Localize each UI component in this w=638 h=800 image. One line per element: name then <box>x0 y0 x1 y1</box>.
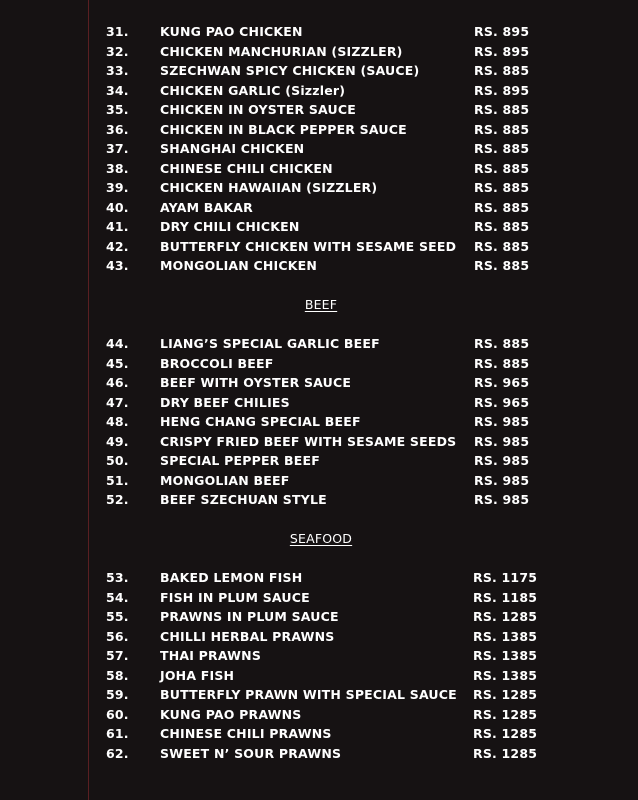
section-heading-beef <box>0 295 638 315</box>
item-price: RS. 1385 <box>473 648 538 663</box>
item-name: BEEF WITH OYSTER SAUCE <box>160 375 352 390</box>
item-number: 39. <box>106 180 129 195</box>
item-number: 57. <box>106 648 129 663</box>
item-name: CHILLI HERBAL PRAWNS <box>160 628 335 644</box>
item-price: RS. 895 <box>474 24 530 39</box>
item-price: RS. 885 <box>474 199 530 215</box>
item-name: CHICKEN IN OYSTER SAUCE <box>160 102 356 117</box>
item-number: 33. <box>106 63 129 78</box>
item-price: RS. 1285 <box>473 745 538 761</box>
menu-item <box>0 451 638 471</box>
item-price: RS. 985 <box>474 433 530 449</box>
item-number: 48. <box>106 414 129 429</box>
item-name: SWEET N’ SOUR PRAWNS <box>160 745 342 761</box>
menu-item <box>0 393 638 413</box>
item-name: CHICKEN MANCHURIAN (SIZZLER) <box>160 43 403 59</box>
item-price: RS. 965 <box>474 394 530 410</box>
item-name: CRISPY FRIED BEEF WITH SESAME SEEDS <box>160 433 457 449</box>
item-price: RS. 1285 <box>473 609 538 624</box>
section-heading-seafood <box>0 529 638 549</box>
item-price: RS. 1285 <box>473 726 538 741</box>
seafood-list <box>0 568 638 763</box>
menu-item <box>0 724 638 744</box>
item-number: 49. <box>106 433 129 449</box>
menu-item <box>0 490 638 510</box>
item-price: RS. 965 <box>474 375 530 390</box>
item-price: RS. 1285 <box>473 687 538 702</box>
menu-page <box>0 22 638 763</box>
beef-list <box>0 334 638 510</box>
item-price: RS. 885 <box>474 355 530 371</box>
item-number: 44. <box>106 336 129 351</box>
item-price: RS. 985 <box>474 453 530 468</box>
item-name: MONGOLIAN BEEF <box>160 472 290 488</box>
menu-item <box>0 100 638 120</box>
item-number: 40. <box>106 199 129 215</box>
item-number: 58. <box>106 667 129 683</box>
menu-item <box>0 159 638 179</box>
item-price: RS. 1385 <box>473 667 538 683</box>
item-number: 47. <box>106 394 129 410</box>
item-price: RS. 1385 <box>473 628 538 644</box>
item-price: RS. 885 <box>474 141 530 156</box>
item-price: RS. 885 <box>474 336 530 351</box>
menu-item <box>0 42 638 62</box>
item-name: THAI PRAWNS <box>160 648 262 663</box>
menu-item <box>0 646 638 666</box>
menu-item <box>0 198 638 218</box>
item-name: PRAWNS IN PLUM SAUCE <box>160 609 339 624</box>
menu-item <box>0 120 638 140</box>
item-name: CHINESE CHILI PRAWNS <box>160 726 332 741</box>
item-price: RS. 885 <box>474 102 530 117</box>
item-number: 31. <box>106 24 129 39</box>
menu-item <box>0 744 638 764</box>
item-price: RS. 1185 <box>473 589 538 605</box>
item-number: 46. <box>106 375 129 390</box>
item-name: BAKED LEMON FISH <box>160 570 303 585</box>
item-number: 34. <box>106 82 129 98</box>
item-number: 32. <box>106 43 129 59</box>
spacer <box>0 510 638 530</box>
item-price: RS. 885 <box>474 63 530 78</box>
chicken-list <box>0 22 638 276</box>
item-price: RS. 885 <box>474 238 530 254</box>
item-number: 38. <box>106 160 129 176</box>
menu-item <box>0 178 638 198</box>
section-heading-label: BEEF <box>304 297 338 312</box>
menu-item <box>0 256 638 276</box>
item-number: 35. <box>106 102 129 117</box>
item-price: RS. 885 <box>474 219 530 234</box>
menu-item <box>0 81 638 101</box>
item-price: RS. 985 <box>474 414 530 429</box>
item-number: 36. <box>106 121 129 137</box>
item-price: RS. 885 <box>474 121 530 137</box>
item-price: RS. 885 <box>474 180 530 195</box>
item-number: 53. <box>106 570 129 585</box>
item-number: 62. <box>106 745 129 761</box>
menu-item <box>0 412 638 432</box>
item-number: 56. <box>106 628 129 644</box>
item-price: RS. 895 <box>474 82 530 98</box>
item-number: 54. <box>106 589 129 605</box>
item-name: SZECHWAN SPICY CHICKEN (SAUCE) <box>160 63 420 78</box>
item-price: RS. 985 <box>474 472 530 488</box>
menu-item <box>0 22 638 42</box>
item-name: CHINESE CHILI CHICKEN <box>160 160 333 176</box>
spacer <box>0 315 638 335</box>
section-heading-label: SEAFOOD <box>289 531 353 546</box>
item-name: LIANG’S SPECIAL GARLIC BEEF <box>160 336 380 351</box>
menu-item <box>0 471 638 491</box>
item-name: SPECIAL PEPPER BEEF <box>160 453 321 468</box>
item-price: RS. 885 <box>474 160 530 176</box>
menu-item <box>0 237 638 257</box>
item-number: 59. <box>106 687 129 702</box>
menu-item <box>0 666 638 686</box>
item-name: CHICKEN IN BLACK PEPPER SAUCE <box>160 121 407 137</box>
item-number: 61. <box>106 726 129 741</box>
menu-item <box>0 588 638 608</box>
item-name: MONGOLIAN CHICKEN <box>160 258 318 273</box>
item-number: 43. <box>106 258 129 273</box>
menu-item <box>0 334 638 354</box>
item-number: 51. <box>106 472 129 488</box>
menu-item <box>0 705 638 725</box>
item-name: KUNG PAO PRAWNS <box>160 706 302 722</box>
item-name: SHANGHAI CHICKEN <box>160 141 305 156</box>
item-price: RS. 1285 <box>473 706 538 722</box>
spacer <box>0 549 638 569</box>
item-name: CHICKEN GARLIC (Sizzler) <box>160 82 346 98</box>
item-name: AYAM BAKAR <box>160 199 253 215</box>
menu-item <box>0 432 638 452</box>
item-name: DRY CHILI CHICKEN <box>160 219 300 234</box>
item-name: HENG CHANG SPECIAL BEEF <box>160 414 361 429</box>
item-name: BROCCOLI BEEF <box>160 355 274 371</box>
spacer <box>0 276 638 296</box>
item-number: 60. <box>106 706 129 722</box>
item-name: BUTTERFLY PRAWN WITH SPECIAL SAUCE <box>160 687 457 702</box>
item-name: KUNG PAO CHICKEN <box>160 24 303 39</box>
menu-item <box>0 685 638 705</box>
item-number: 45. <box>106 355 129 371</box>
item-number: 50. <box>106 453 129 468</box>
item-number: 42. <box>106 238 129 254</box>
item-number: 37. <box>106 141 129 156</box>
item-price: RS. 985 <box>474 492 530 507</box>
menu-item <box>0 139 638 159</box>
item-name: DRY BEEF CHILIES <box>160 394 290 410</box>
item-number: 52. <box>106 492 129 507</box>
item-price: RS. 895 <box>474 43 530 59</box>
menu-item <box>0 217 638 237</box>
menu-item <box>0 373 638 393</box>
item-price: RS. 885 <box>474 258 530 273</box>
item-price: RS. 1175 <box>473 570 538 585</box>
menu-item <box>0 354 638 374</box>
item-name: CHICKEN HAWAIIAN (SIZZLER) <box>160 180 378 195</box>
item-name: BEEF SZECHUAN STYLE <box>160 492 327 507</box>
item-number: 41. <box>106 219 129 234</box>
menu-item <box>0 607 638 627</box>
item-name: JOHA FISH <box>160 667 235 683</box>
item-name: FISH IN PLUM SAUCE <box>160 589 310 605</box>
menu-item <box>0 627 638 647</box>
menu-item <box>0 568 638 588</box>
menu-item <box>0 61 638 81</box>
item-number: 55. <box>106 609 129 624</box>
item-name: BUTTERFLY CHICKEN WITH SESAME SEED <box>160 238 457 254</box>
